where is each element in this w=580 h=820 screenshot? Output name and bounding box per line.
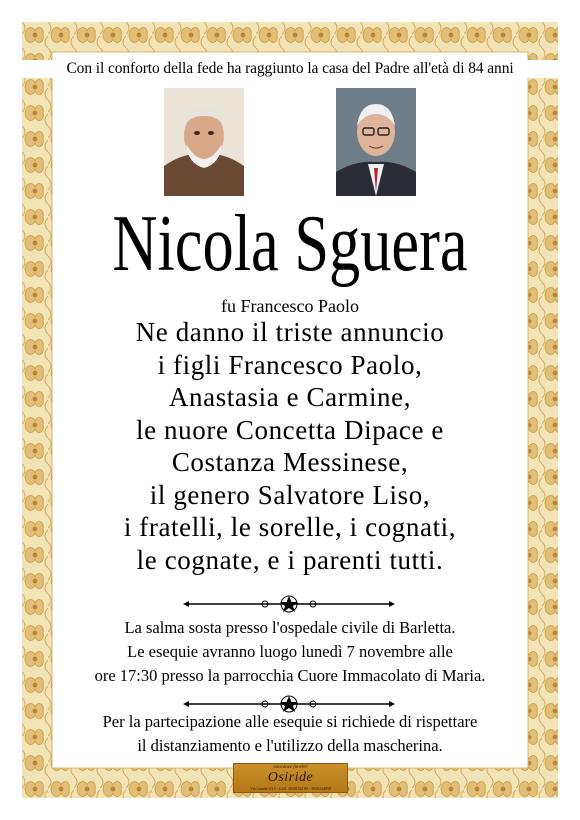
agency-name: Osiride bbox=[267, 770, 314, 785]
deceased-photo bbox=[336, 88, 416, 196]
announcement-line: i figli Francesco Paolo, bbox=[157, 349, 423, 380]
details-line: Le esequie avranno luogo lunedì 7 novembre alle bbox=[127, 642, 453, 661]
announcement-line: i fratelli, le sorelle, i cognati, bbox=[123, 512, 457, 542]
ornament-divider bbox=[183, 594, 395, 614]
covid-note bbox=[0, 710, 580, 758]
patronymic: fu Francesco Paolo bbox=[221, 296, 359, 316]
announcement-line: il genero Salvatore Liso, bbox=[149, 479, 431, 510]
note-line: il distanziamento e l'utilizzo della mascherina. bbox=[137, 736, 443, 755]
funeral-agency-logo bbox=[233, 763, 348, 793]
note-line: Per la partecipazione alle esequie si richiede di rispettare bbox=[102, 712, 478, 731]
announcement-text bbox=[0, 316, 580, 576]
padre-pio-photo bbox=[164, 88, 244, 196]
deceased-name: Nicola Sguera bbox=[112, 200, 468, 288]
announcement-line: Costanza Messinese, bbox=[171, 447, 409, 477]
header-line: Con il conforto della fede ha raggiunto la casa del Padre all'età di 84 anni bbox=[0, 60, 580, 78]
announcement-line: Ne danno il triste annuncio bbox=[135, 317, 445, 347]
announcement-line: le cognate, e i parenti tutti. bbox=[136, 544, 444, 575]
details-line: La salma sosta presso l'ospedale civile di Barletta. bbox=[124, 618, 456, 637]
funeral-details bbox=[0, 616, 580, 688]
announcement-line: Anastasia e Carmine, bbox=[168, 382, 412, 412]
announcement-line: le nuore Concetta Dipace e bbox=[136, 414, 444, 445]
agency-address: Via Canale 6/15 - Cell. 3939152199 - 3939244850 bbox=[249, 786, 332, 791]
details-line: ore 17:30 presso la parrocchia Cuore Immacolato di Maria. bbox=[94, 666, 486, 685]
agency-tagline: onoranze funebri bbox=[273, 765, 308, 770]
